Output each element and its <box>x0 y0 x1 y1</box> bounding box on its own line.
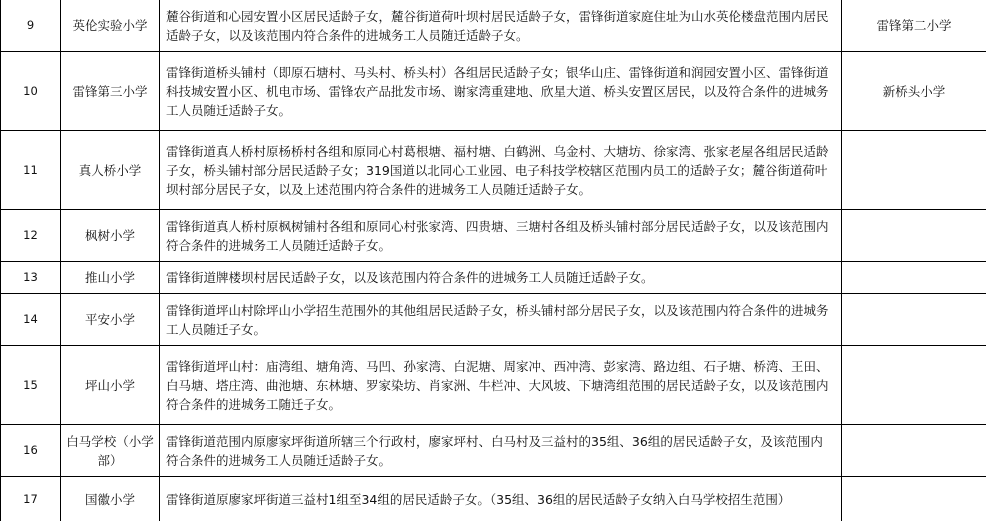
table-row <box>1 346 986 425</box>
row-number-cell: 9 <box>1 0 61 52</box>
enrollment-scope-cell: 雷锋街道坪山村除坪山小学招生范围外的其他组居民适龄子女，桥头铺村部分居民子女，以及该范围内符合条件的进城务工人员随迁子女。 <box>160 294 842 346</box>
school-name-cell: 坪山小学 <box>61 346 160 425</box>
table-row <box>1 52 986 131</box>
row-number-cell: 10 <box>1 52 61 131</box>
row-number-cell: 17 <box>1 477 61 521</box>
school-name-cell: 国徽小学 <box>61 477 160 521</box>
note-cell <box>842 262 986 294</box>
table-row <box>1 294 986 346</box>
row-number-cell: 13 <box>1 262 61 294</box>
table-row <box>1 0 986 52</box>
enrollment-scope-cell: 雷锋街道真人桥村原枫树铺村各组和原同心村张家湾、四贵塘、三塘村各组及桥头铺村部分居民适龄子女，以及该范围内符合条件的进城务工人员随迁适龄子女。 <box>160 210 842 262</box>
row-number-cell: 16 <box>1 425 61 477</box>
table-row <box>1 477 986 521</box>
row-number-cell: 15 <box>1 346 61 425</box>
note-cell <box>842 294 986 346</box>
table-row <box>1 425 986 477</box>
school-name-cell: 平安小学 <box>61 294 160 346</box>
row-number-cell: 14 <box>1 294 61 346</box>
school-name-cell: 推山小学 <box>61 262 160 294</box>
enrollment-scope-cell: 雷锋街道牌楼坝村居民适龄子女，以及该范围内符合条件的进城务工人员随迁适龄子女。 <box>160 262 842 294</box>
row-number-cell: 12 <box>1 210 61 262</box>
enrollment-scope-cell: 雷锋街道真人桥村原杨桥村各组和原同心村葛根塘、福村塘、白鹤洲、乌金村、大塘坊、徐家湾、张家老屋各组居民适龄子女，桥头铺村部分居民适龄子女；319国道以北同心工业园、电子科技学校辖区范围内员工的适龄子女；麓谷街道荷叶坝村部分居民子女，以及上述范围内符合条件的进城务工人员随迁适龄子女。 <box>160 131 842 210</box>
school-name-cell: 白马学校（小学部） <box>61 425 160 477</box>
school-name-cell: 英伦实验小学 <box>61 0 160 52</box>
school-name-cell: 真人桥小学 <box>61 131 160 210</box>
school-name-cell: 枫树小学 <box>61 210 160 262</box>
enrollment-scope-cell: 雷锋街道坪山村：庙湾组、塘角湾、马凹、孙家湾、白泥塘、周家冲、西冲湾、彭家湾、路边组、石子塘、桥湾、王田、白马塘、塔庄湾、曲池塘、东林塘、罗家染坊、肖家洲、牛栏冲、大风坡、下塘湾组范围的居民适龄子女，以及该范围内符合条件的进城务工随迁子女。 <box>160 346 842 425</box>
enrollment-scope-cell: 雷锋街道桥头铺村（即原石塘村、马头村、桥头村）各组居民适龄子女；银华山庄、雷锋街道和润园安置小区、雷锋街道科技城安置小区、机电市场、雷锋农产品批发市场、谢家湾重建地、欣星大道、桥头安置区居民，以及符合条件的进城务工人员随迁适龄子女。 <box>160 52 842 131</box>
table-body <box>1 0 986 521</box>
table-row <box>1 210 986 262</box>
table-row <box>1 262 986 294</box>
note-cell <box>842 131 986 210</box>
table-row <box>1 131 986 210</box>
note-cell <box>842 425 986 477</box>
school-name-cell: 雷锋第三小学 <box>61 52 160 131</box>
note-cell: 新桥头小学 <box>842 52 986 131</box>
enrollment-scope-cell: 雷锋街道范围内原廖家坪街道所辖三个行政村，廖家坪村、白马村及三益村的35组、36组的居民适龄子女，及该范围内符合条件的进城务工人员随迁适龄子女。 <box>160 425 842 477</box>
note-cell <box>842 477 986 521</box>
note-cell: 雷锋第二小学 <box>842 0 986 52</box>
note-cell <box>842 210 986 262</box>
row-number-cell: 11 <box>1 131 61 210</box>
enrollment-scope-cell: 雷锋街道原廖家坪街道三益村1组至34组的居民适龄子女。（35组、36组的居民适龄子女纳入白马学校招生范围） <box>160 477 842 521</box>
note-cell <box>842 346 986 425</box>
enrollment-scope-cell: 麓谷街道和心园安置小区居民适龄子女，麓谷街道荷叶坝村居民适龄子女，雷锋街道家庭住址为山水英伦楼盘范围内居民适龄子女，以及该范围内符合条件的进城务工人员随迁适龄子女。 <box>160 0 842 52</box>
